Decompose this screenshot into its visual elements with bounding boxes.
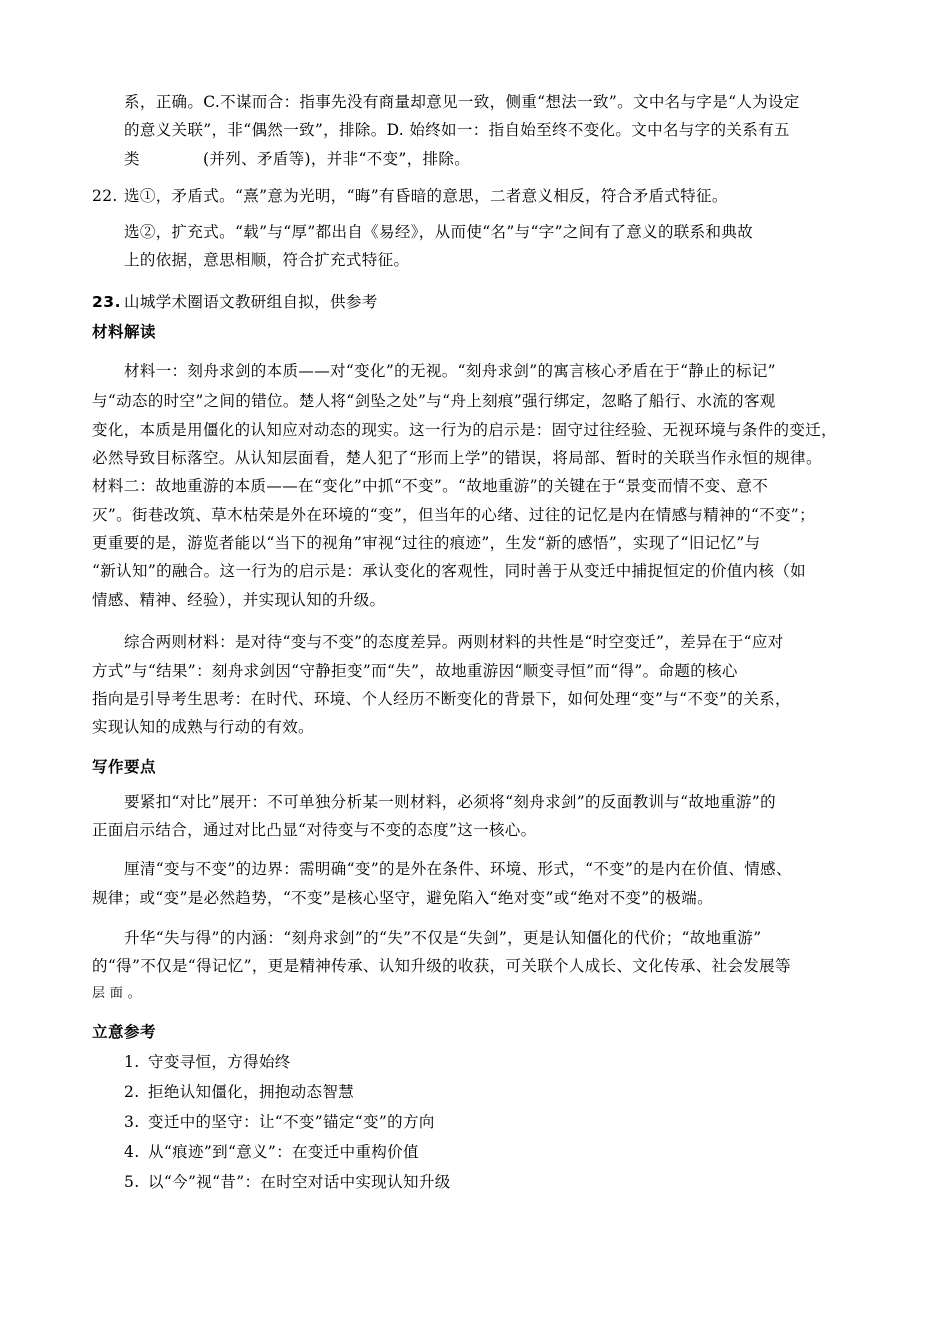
material-p1-line: 灭”。街巷改筑、草木枯荣是外在环境的“变”，但当年的心绪、过往的记忆是内在情感与精神的“不变”； (92, 506, 815, 524)
idea-item-text: 守变寻恒，方得始终 (148, 1053, 291, 1071)
material-p2-line: 实现认知的成熟与行动的有效。 (92, 718, 314, 736)
q21-line-2: 的意义关联”，非“偶然一致”，排除。D. 始终如一：指自始至终不变化。文中名与字的关系有五 (124, 121, 790, 139)
idea-item-text: 变迁中的坚守：让“不变”锚定“变”的方向 (148, 1113, 435, 1131)
q21-line-1: 系，正确。C.不谋而合：指事先没有商量却意见一致，侧重“想法一致”。文中名与字是“人为设定 (124, 93, 800, 111)
idea-item-number: 1. (124, 1053, 140, 1071)
material-p2-line: 方式”与“结果”：刻舟求剑因“守静拒变”而“失”，故地重游因“顺变寻恒”而“得”。命题的核心 (92, 662, 738, 680)
material-p1-line: 与“动态的时空”之间的错位。楚人将“剑坠之处”与“舟上刻痕”强行绑定，忽略了船行、水流的客观 (92, 392, 776, 410)
heading-material: 材料解读 (92, 323, 157, 341)
writing-p3-line: 升华“失与得”的内涵：“刻舟求剑”的“失”不仅是“失剑”，更是认知僵化的代价；“故地重游” (124, 929, 762, 947)
idea-item-number: 4. (124, 1143, 140, 1161)
writing-p1-line: 要紧扣“对比”展开：不可单独分析某一则材料，必须将“刻舟求剑”的反面教训与“故地重游”的 (124, 793, 776, 811)
writing-p3-line: 的“得”不仅是“得记忆”，更是精神传承、认知升级的收获，可关联个人成长、文化传承、社会发展等 (92, 957, 791, 975)
q22-line-1: 选①，矛盾式。“熹”意为光明，“晦”有昏暗的意思，二者意义相反，符合矛盾式特征。 (124, 187, 728, 205)
q23-intro: 山城学术圈语文教研组自拟，供参考 (124, 293, 378, 311)
q22-number: 22. (92, 187, 118, 205)
material-p1-line: 情感、精神、经验），并实现认知的升级。 (92, 591, 386, 609)
material-p2-line: 综合两则材料：是对待“变与不变”的态度差异。两则材料的共性是“时空变迁”，差异在于“应对 (124, 633, 784, 651)
idea-item-text: 拒绝认知僵化，拥抱动态智慧 (148, 1083, 355, 1101)
writing-p3-line: 层 面 。 (92, 986, 142, 1001)
idea-item-text: 以“今”视“昔”：在时空对话中实现认知升级 (148, 1173, 451, 1191)
q21-line-3a: 类 (124, 150, 140, 168)
material-p1-line: “新认知”的融合。这一行为的启示是：承认变化的客观性，同时善于从变迁中捕捉恒定的价值内核（如 (92, 562, 806, 580)
idea-item-number: 2. (124, 1083, 140, 1101)
material-p1-line: 更重要的是，游览者能以“当下的视角”审视“过往的痕迹”，生发“新的感悟”，实现了“旧记忆”与 (92, 534, 761, 552)
q21-line-3b: (并列、矛盾等)，并非“不变”，排除。 (203, 150, 471, 168)
writing-p1-line: 正面启示结合，通过对比凸显“对待变与不变的态度”这一核心。 (92, 821, 537, 839)
q23-number: 23. (92, 293, 121, 311)
material-p1-line: 变化，本质是用僵化的认知应对动态的现实。这一行为的启示是：固守过往经验、无视环境与条件的变迁， (92, 421, 837, 439)
writing-p2-line: 厘清“变与不变”的边界：需明确“变”的是外在条件、环境、形式，“不变”的是内在价值、情感、 (124, 860, 792, 878)
idea-item-text: 从“痕迹”到“意义”：在变迁中重构价值 (148, 1143, 419, 1161)
idea-item-number: 3. (124, 1113, 140, 1131)
writing-p2-line: 规律；或“变”是必然趋势，“不变”是核心坚守，避免陷入“绝对变”或“绝对不变”的极端。 (92, 889, 713, 907)
material-p1-line: 材料一：刻舟求剑的本质——对“变化”的无视。“刻舟求剑”的寓言核心矛盾在于“静止的标记” (124, 362, 776, 380)
material-p1-line: 必然导致目标落空。从认知层面看，楚人犯了“形而上学”的错误，将局部、暂时的关联当作永恒的规律。 (92, 449, 822, 467)
q22-line-3: 上的依据，意思相顺，符合扩充式特征。 (124, 251, 410, 269)
heading-writing: 写作要点 (92, 758, 157, 776)
heading-ideas: 立意参考 (92, 1023, 157, 1041)
q22-line-2: 选②，扩充式。“载”与“厚”都出自《易经》，从而使“名”与“字”之间有了意义的联系和典故 (124, 223, 754, 241)
material-p1-line: 材料二：故地重游的本质——在“变化”中抓“不变”。“故地重游”的关键在于“景变而情不变、意不 (92, 477, 769, 495)
idea-item-number: 5. (124, 1173, 140, 1191)
material-p2-line: 指向是引导考生思考：在时代、环境、个人经历不断变化的背景下，如何处理“变”与“不变”的关系， (92, 690, 791, 708)
